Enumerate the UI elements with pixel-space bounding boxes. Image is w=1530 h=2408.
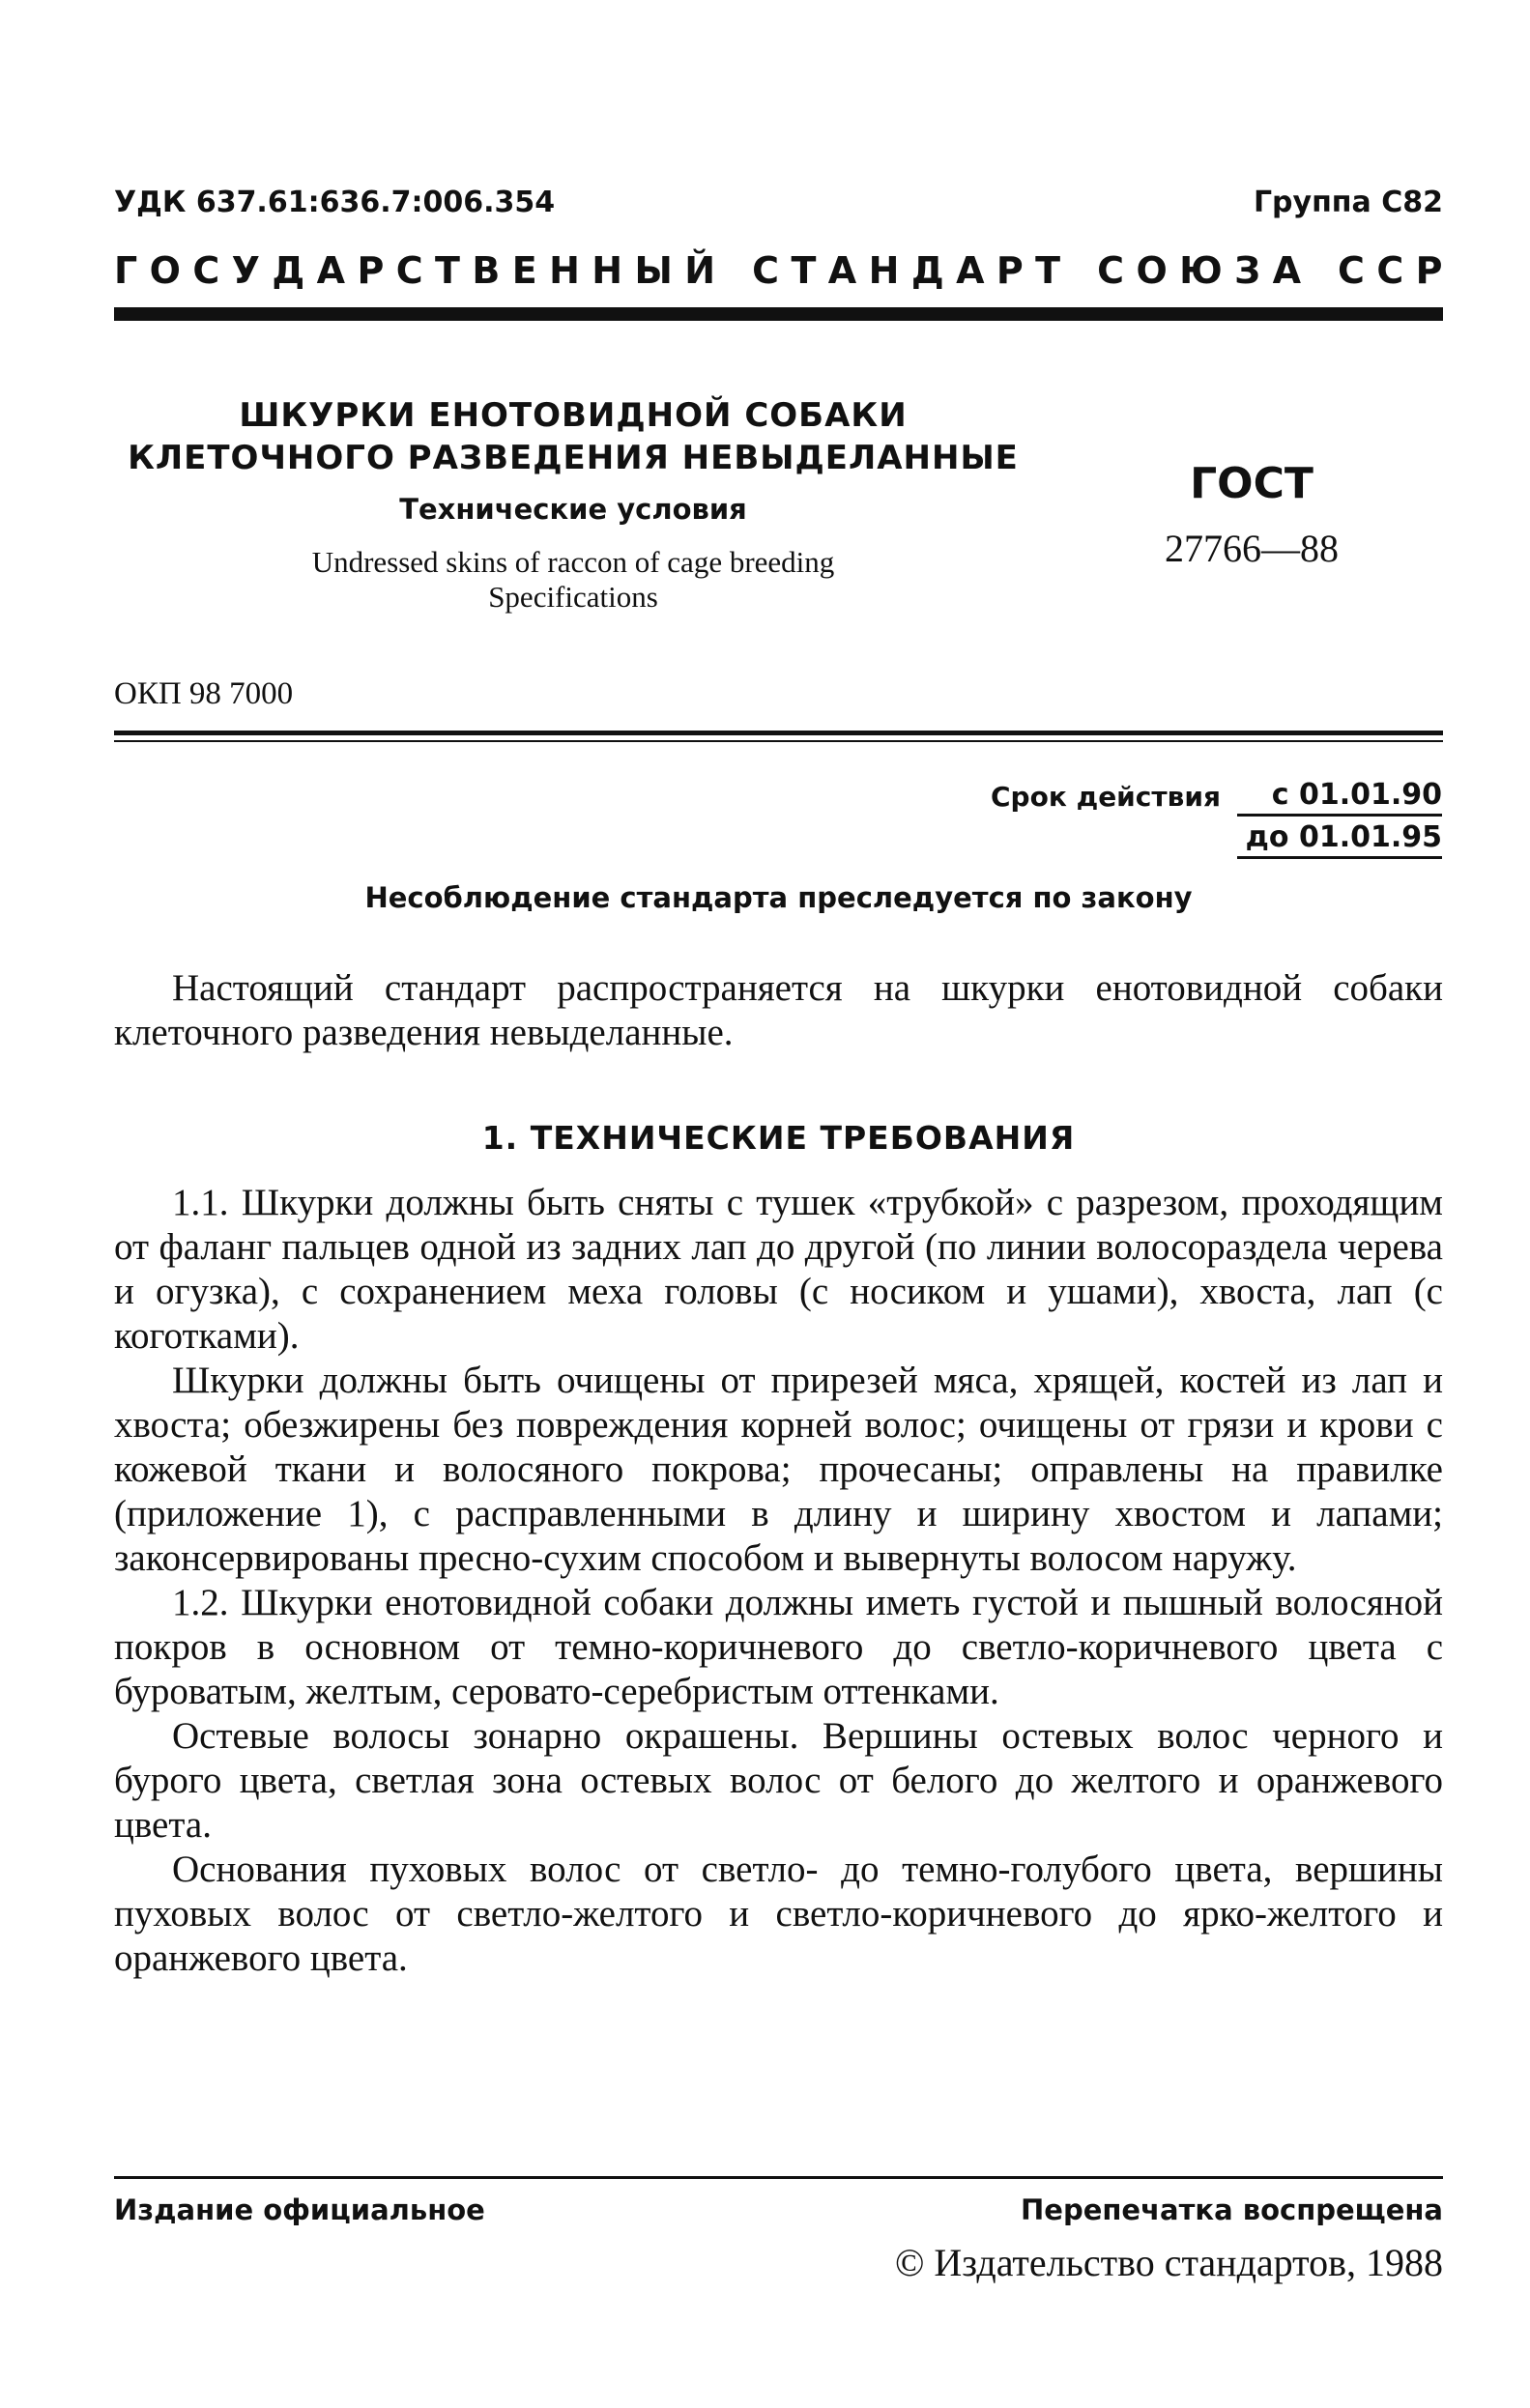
heading-letter: Р: [996, 249, 1024, 292]
heading-letter: [728, 249, 740, 292]
english-title-line-2: Specifications: [488, 580, 658, 614]
title-line-2: КЛЕТОЧНОГО РАЗВЕДЕНИЯ НЕВЫДЕЛАННЫЕ: [128, 439, 1019, 477]
english-title: [114, 545, 1032, 615]
paragraph: Основания пуховых волос от светло- до темно-голубого цвета, вершины пуховых волос от светло-желтого и светло-коричневого до ярко-желтого и оранжевого цвета.: [114, 1849, 1443, 1979]
heading-letter: Й: [684, 249, 716, 292]
gost-number: 27766—88: [1165, 527, 1339, 570]
intro-paragraph: [114, 966, 1443, 1055]
heading-letter: А: [316, 249, 346, 292]
intro-text: Настоящий стандарт распространяется на шкурки енотовидной собаки клеточного разведения невыделанные.: [114, 967, 1443, 1053]
gost-block: [1092, 459, 1411, 571]
heading-letter: Д: [272, 249, 305, 292]
non-compliance-notice: Несоблюдение стандарта преследуется по закону: [364, 881, 1193, 914]
heading-letter: О: [149, 249, 181, 292]
footer-rule: [114, 2176, 1443, 2179]
heading-letter: Н: [549, 249, 580, 292]
okp-code: ОКП 98 7000: [114, 676, 294, 711]
divider-thin: [114, 740, 1443, 742]
heading-letter: Н: [592, 249, 623, 292]
group-code: Группа С82: [1253, 186, 1443, 219]
paragraph: 1.1. Шкурки должны быть сняты с тушек «трубкой» с разрезом, проходящим от фаланг пальцев одной из задних лап до другой (по линии волосораздела черева и огузка), с сохранением меха головы (с носиком и ушами), хвоста, лап (с коготками).: [114, 1182, 1443, 1357]
heading-letter: Т: [1035, 249, 1061, 292]
heading-letter: Д: [910, 249, 944, 292]
validity-to: до 01.01.95: [1237, 820, 1442, 859]
udk-code: УДК 637.61:636.7:006.354: [114, 186, 556, 219]
reprint-notice: Перепечатка воспрещена: [1021, 2193, 1443, 2226]
heading-letter: Т: [791, 249, 817, 292]
heading-letter: Ы: [634, 249, 673, 292]
heading-letter: Ю: [1179, 249, 1223, 292]
paragraph: Остевые волосы зонарно окрашены. Вершины остевых волос черного и бурого цвета, светлая зона остевых волос от белого до желтого и оранжевого цвета.: [114, 1715, 1443, 1846]
heading-letter: С: [752, 249, 780, 292]
english-title-line-1: Undressed skins of raccon of cage breeding: [311, 545, 835, 579]
heading-letter: С: [1097, 249, 1125, 292]
validity-from: с 01.01.90: [1237, 778, 1442, 817]
heading-letter: [1313, 249, 1325, 292]
heading-letter: З: [1234, 249, 1261, 292]
heading-letter: О: [1136, 249, 1168, 292]
heading-letter: А: [827, 249, 857, 292]
heading-letter: Р: [357, 249, 385, 292]
subtitle: Технические условия: [399, 493, 747, 526]
paragraph: Шкурки должны быть очищены от прирезей мяса, хрящей, костей из лап и хвоста; обезжирены без повреждения корней волос; очищены от грязи и крови с кожевой ткани и волосяного покрова; прочесаны; оправлены на правилке (приложение 1), с расправленными в длину и ширину хвостом и лапами; законсервированы пресно-сухим способом и вывернуты волосом наружу.: [114, 1360, 1443, 1579]
edition-label: Издание официальное: [114, 2193, 485, 2226]
heading-letter: С: [395, 249, 423, 292]
validity-label: Срок действия: [991, 781, 1221, 813]
copyright: © Издательство стандартов, 1988: [894, 2241, 1443, 2284]
section-title: 1. ТЕХНИЧЕСКИЕ ТРЕБОВАНИЯ: [481, 1119, 1076, 1157]
heading-letter: С: [1338, 249, 1365, 292]
heading-letter: А: [956, 249, 985, 292]
state-standard-heading: [114, 249, 1443, 292]
heading-letter: Т: [435, 249, 460, 292]
title-block: [114, 394, 1032, 615]
paragraph: 1.2. Шкурки енотовидной собаки должны иметь густой и пышный волосяной покров в основном от темно-коричневого до светло-коричневого цвета с буроватым, желтым, серовато-серебристым оттенками.: [114, 1582, 1443, 1712]
header-rule: [114, 307, 1443, 321]
heading-letter: В: [472, 249, 501, 292]
gost-label: ГОСТ: [1190, 459, 1313, 508]
heading-letter: Н: [868, 249, 900, 292]
divider-thick: [114, 731, 1443, 735]
heading-letter: С: [1376, 249, 1404, 292]
heading-letter: У: [231, 249, 260, 292]
heading-letter: Г: [114, 249, 138, 292]
heading-letter: Р: [1415, 249, 1443, 292]
heading-letter: С: [192, 249, 220, 292]
heading-letter: [1073, 249, 1085, 292]
heading-letter: А: [1272, 249, 1301, 292]
title-line-1: ШКУРКИ ЕНОТОВИДНОЙ СОБАКИ: [239, 396, 908, 435]
body-text: [114, 1181, 1443, 1981]
heading-letter: Е: [511, 249, 537, 292]
